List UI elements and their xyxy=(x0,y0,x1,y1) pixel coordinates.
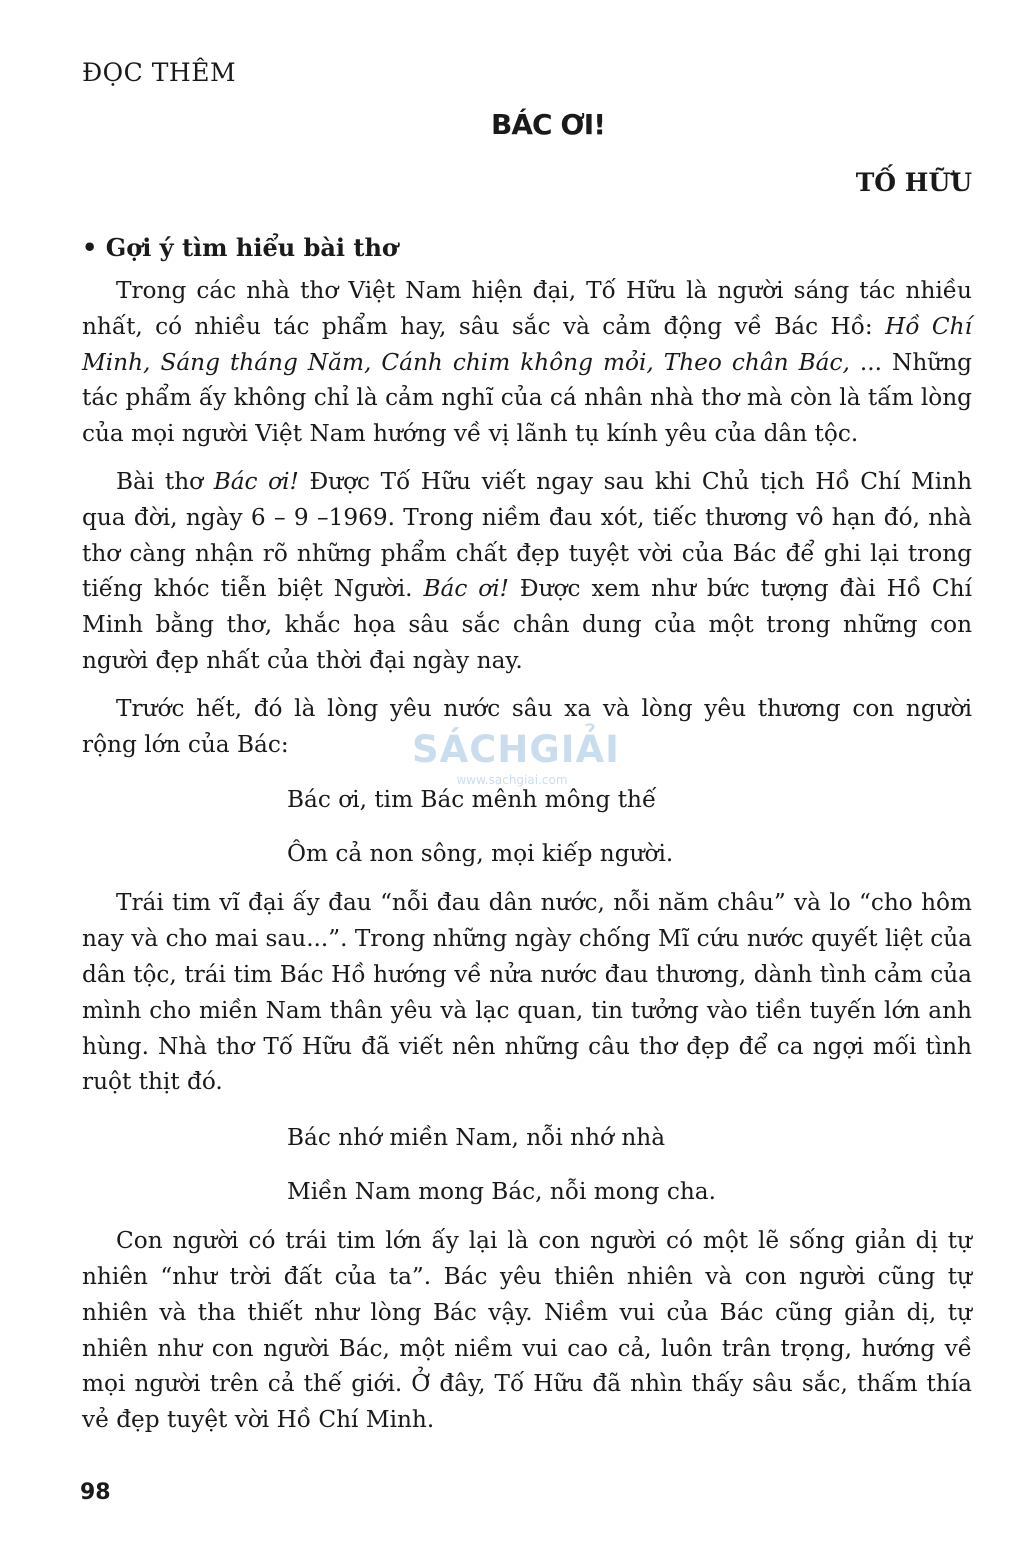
poem-title-ref: Bác ơi! xyxy=(423,575,509,603)
section-label: ĐỌC THÊM xyxy=(82,58,237,87)
page-number: 98 xyxy=(80,1480,111,1505)
verse-line: Ôm cả non sông, mọi kiếp người. xyxy=(287,840,674,868)
text-span: Được xem như bức tượng đài Hồ Chí Minh bằng thơ, khắc họa sâu sắc chân dung của một trong những con người đẹp nhất của thời đại ngày nay. xyxy=(82,575,973,674)
text-span: ... Những tác phẩm ấy không chỉ là cảm nghĩ của cá nhân nhà thơ mà còn là tấm lòng của mọi người Việt Nam hướng về vị lãnh tụ kính yêu của dân tộc. xyxy=(82,348,972,448)
author-name: TỐ HỮU xyxy=(855,168,972,197)
paragraph-5: Con người có trái tim lớn ấy lại là con người có một lẽ sống giản dị tự nhiên “như trời đất của ta”. Bác yêu thiên nhiên và con người cũng tự nhiên và tha thiết như lòng Bác vậy. Niềm vui của Bác cũng giản dị, tự nhiên như con người Bác, một niềm vui cao cả, luôn trân trọng, hướng về mọi người trên cả thế giới. Ở đây, Tố Hữu đã nhìn thấy sâu sắc, thấm thía vẻ đẹp tuyệt vời Hồ Chí Minh. xyxy=(82,1227,972,1434)
body-text xyxy=(82,229,972,1450)
paragraph-3: Trước hết, đó là lòng yêu nước sâu xa và lòng yêu thương con người rộng lớn của Bác: xyxy=(82,694,972,758)
verse-line: Bác ơi, tim Bác mênh mông thế xyxy=(287,786,657,814)
text-span: Bài thơ xyxy=(116,467,214,495)
poem-title: BÁC ƠI! xyxy=(491,108,605,141)
text-span: Trong các nhà thơ Việt Nam hiện đại, Tố Hữu là người sáng tác nhiều nhất, có nhiều tác phẩm hay, sâu sắc và cảm động về Bác Hồ: xyxy=(82,277,972,340)
verse-line: Miền Nam mong Bác, nỗi mong cha. xyxy=(287,1178,717,1206)
paragraph-2 xyxy=(82,464,972,679)
verse-line: Bác nhớ miền Nam, nỗi nhớ nhà xyxy=(287,1124,666,1152)
subheading: • Gợi ý tìm hiểu bài thơ xyxy=(82,233,398,262)
watermark-brand: SÁCHGIẢI xyxy=(412,728,620,771)
watermark-url: www.sachgiai.com xyxy=(456,773,568,787)
poem-title-ref: Bác ơi! xyxy=(213,467,299,495)
works-list: Hồ Chí Minh, Sáng tháng Năm, Cánh chim không mỏi, Theo chân Bác, xyxy=(82,312,972,376)
text-span: Được Tố Hữu viết ngay sau khi Chủ tịch Hồ Chí Minh qua đời, ngày 6 – 9 –1969. Trong niềm đau xót, tiếc thương vô hạn đó, nhà thơ càng nhận rõ những phẩm chất đẹp tuyệt vời của Bác để ghi lại trong tiếng khóc tiễn biệt Người. xyxy=(82,467,972,603)
paragraph-4: Trái tim vĩ đại ấy đau “nỗi đau dân nước, nỗi năm châu” và lo “cho hôm nay và cho mai sau...”. Trong những ngày chống Mĩ cứu nước quyết liệt của dân tộc, trái tim Bác Hồ hướng về nửa nước đau thương, dành tình cảm của mình cho miền Nam thân yêu và lạc quan, tin tưởng vào tiền tuyến lớn anh hùng. Nhà thơ Tố Hữu đã viết nên những câu thơ đẹp để ca ngợi mối tình ruột thịt đó. xyxy=(82,889,972,1096)
paragraph-1 xyxy=(82,273,972,452)
